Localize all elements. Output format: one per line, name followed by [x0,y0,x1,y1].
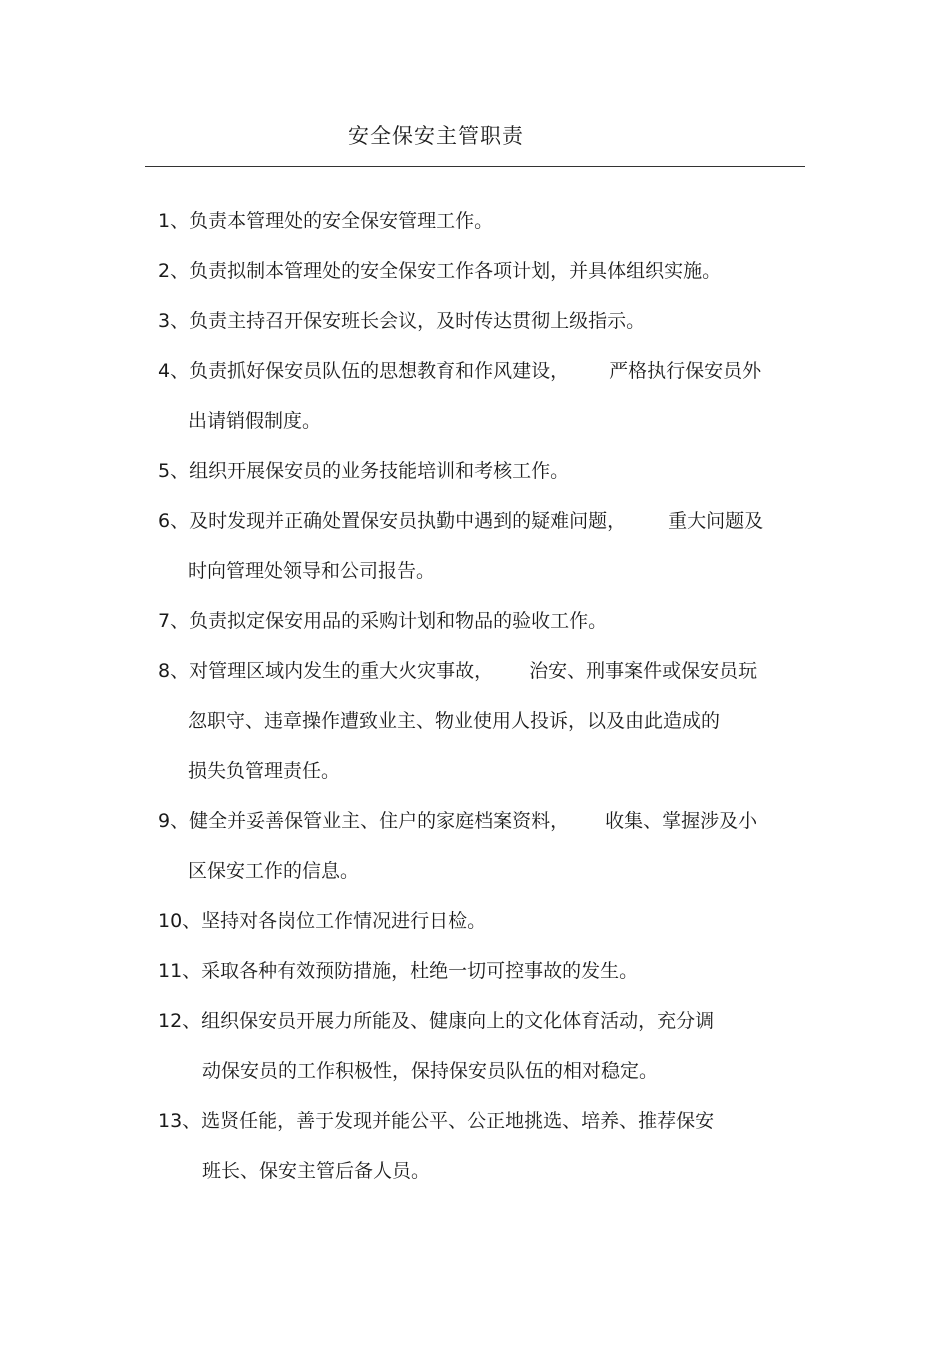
duty-item-7 [158,596,818,646]
duty-line-continued: 动保安员的工作积极性，保持保安员队伍的相对稳定。 [202,1060,659,1082]
duty-item-6 [158,496,818,596]
duty-line-continued: 出请销假制度。 [188,410,322,432]
duty-line-continued: 忽职守、违章操作遭致业主、物业使用人投诉，以及由此造成的 [188,710,721,732]
duty-line-continued: 损失负管理责任。 [188,760,341,782]
duty-line-continued: 班长、保安主管后备人员。 [202,1160,431,1182]
duty-line-row [158,796,818,846]
duty-line-row [158,496,818,546]
duty-item-8 [158,646,818,796]
duty-line: 12、组织保安员开展力所能及、健康向上的文化体育活动，充分调 [158,1010,715,1032]
duty-item-5 [158,446,818,496]
duty-line-tail: 治安、刑事案件或保安员玩 [529,660,758,682]
duty-item-11 [158,946,818,996]
duty-item-3 [158,296,818,346]
duty-item-9 [158,796,818,896]
duty-item-12 [158,996,818,1096]
duty-line: 6、及时发现并正确处置保安员执勤中遇到的疑难问题， [158,510,627,532]
duty-line-tail: 收集、掌握涉及小 [605,810,758,832]
duty-item-13 [158,1096,818,1196]
duty-line-row [158,646,818,696]
duty-item-1 [158,196,818,246]
duty-line: 13、选贤任能，善于发现并能公平、公正地挑选、培养、推荐保安 [158,1110,715,1132]
duty-list [158,196,818,1196]
duty-line-continued: 区保安工作的信息。 [188,860,360,882]
duty-line-tail: 重大问题及 [668,510,764,532]
duty-line: 3、负责主持召开保安班长会议，及时传达贯彻上级指示。 [158,310,646,332]
duty-line: 10、坚持对各岗位工作情况进行日检。 [158,910,487,932]
duty-line: 11、采取各种有效预防措施，杜绝一切可控事故的发生。 [158,960,639,982]
duty-line-tail: 严格执行保安员外 [609,360,762,382]
duty-line: 7、负责拟定保安用品的采购计划和物品的验收工作。 [158,610,608,632]
duty-line: 8、对管理区域内发生的重大火灾事故， [158,660,494,682]
duty-line: 2、负责拟制本管理处的安全保安工作各项计划，并具体组织实施。 [158,260,722,282]
duty-line-continued: 时向管理处领导和公司报告。 [188,560,436,582]
title-divider [145,166,805,167]
duty-line: 1、负责本管理处的安全保安管理工作。 [158,210,494,232]
duty-line: 5、组织开展保安员的业务技能培训和考核工作。 [158,460,570,482]
duty-item-10 [158,896,818,946]
document-title: 安全保安主管职责 [348,124,524,148]
duty-line: 9、健全并妥善保管业主、住户的家庭档案资料， [158,810,570,832]
duty-item-4 [158,346,818,446]
duty-line: 4、负责抓好保安员队伍的思想教育和作风建设， [158,360,570,382]
duty-item-2 [158,246,818,296]
duty-line-row [158,346,818,396]
